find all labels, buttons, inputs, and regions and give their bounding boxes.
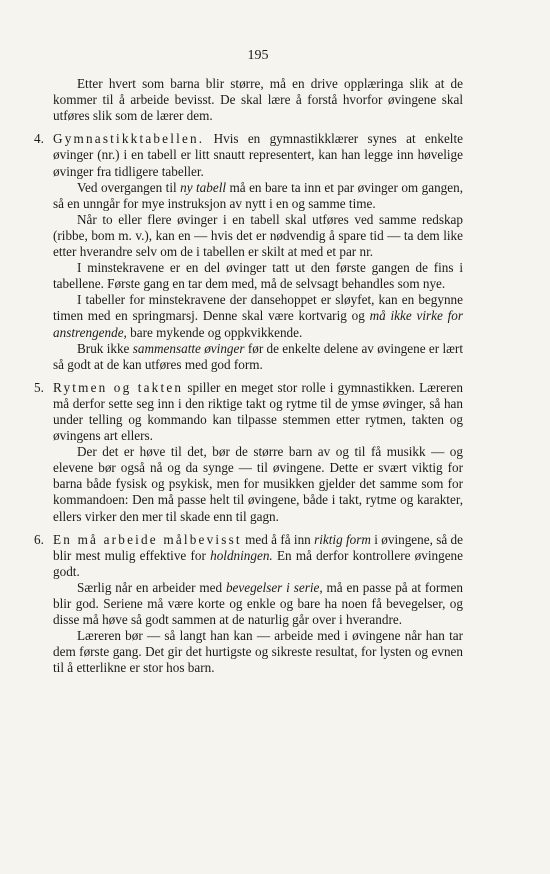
section-4-paragraph-3: Når to eller flere øvinger i en tabell skal utføres ved samme redskap (ribbe, bom m. v.), kan en — hvis det er nødvendig å spare tid — ta dem like etter hverandre selv om de i tabellen er skilt at med et par nr. (53, 211, 463, 260)
section-6-number: 6. (34, 531, 44, 547)
section-4-paragraph-6 (53, 341, 463, 373)
section-4-paragraph-4: I minstekravene er en del øvinger tatt ut den første gangen de fins i tabellene. Første gang en tar dem med, må de selvsagt behandles som nye. (53, 260, 463, 292)
section-6-text-1a: med å få inn (241, 531, 315, 547)
section-6-paragraph-1 (53, 532, 463, 580)
section-4-text-5a: I tabeller for minstekravene der dansehoppet er sløyfet, kan en begynne timen med en springmarsj. Denne skal være kortvarig og (53, 292, 463, 324)
section-4-heading: Gymnastikktabellen. (53, 131, 205, 147)
section-6-paragraph-3: Læreren bør — så langt han kan — arbeide med i øvingene når han tar dem første gang. Det gir det hurtigste og sikreste resultat, for lysten og evnen til å etterlikne er stor hos barn. (53, 628, 463, 676)
section-6-text-2b: må en passe på at formen blir god. Seriene må være korte og enkle og bare ha noen få bevegelser, og disse må høve så godt sammen at de naturlig går over i hverandre. (53, 579, 463, 628)
section-4-emphasis-2: ny tabell (180, 179, 227, 195)
section-6-text-1b: i øvingene, så de blir mest mulig effektive for (53, 531, 464, 563)
section-4-text-2b: må en bare ta inn et par øvinger om gangen, så en unngår for mye instruksjon av nytt i en og samme time. (53, 179, 464, 211)
section-5-paragraph-2: Der det er høve til det, bør de større barn av og til få musikk — og elevene bør også nå og da synge — til øvingene. Dette er svært viktig for barna både fysisk og psykisk, men for musikken gjelder det samme som for kommandoen: Den må passe helt til øvingene, både i takt, rytme og karakter, ellers virker den mer til skade enn til gagn. (53, 444, 463, 524)
section-4-text-6a: Bruk ikke (77, 340, 133, 356)
page-number: 195 (247, 48, 269, 63)
page-content (34, 48, 464, 676)
section-6-emphasis-1a: riktig form (314, 531, 371, 547)
section-4-paragraph-5 (53, 292, 463, 340)
section-4-emphasis-6: sammensatte øvinger (132, 340, 245, 356)
section-6-text-2a: Særlig når en arbeider med (77, 579, 226, 595)
section-4-text-6b: før de enkelte delene av øvingene er lært så godt at de kan utføres med god form. (53, 340, 463, 372)
section-5-text-1: spiller en meget stor rolle i gymnastikken. Læreren må derfor sette seg inn i den riktige takt og rytme til de ymse øvinger, så han under telling og kommando kan tilpasse stemmen etter rytmen, takten og øvingens art ellers. (53, 379, 463, 444)
section-4-text-2a: Ved overgangen til (77, 179, 181, 195)
section-6-text-1c: En må derfor kontrollere øvingene godt. (53, 547, 463, 579)
section-5 (34, 379, 463, 525)
section-6 (34, 531, 464, 677)
section-6-heading: En må arbeide målbevisst (53, 531, 242, 547)
section-4 (34, 131, 464, 372)
section-6-emphasis-1b: holdningen. (210, 547, 273, 563)
section-4-paragraph-1 (53, 131, 463, 179)
section-6-emphasis-2: bevegelser i serie, (225, 579, 323, 595)
section-4-paragraph-2 (53, 180, 463, 212)
section-4-text-5b: bare mykende og oppkvikkende. (126, 324, 303, 340)
intro-paragraph: Etter hvert som barna blir større, må en drive opplæringa slik at de kommer til å arbeide bevisst. De skal lære å forstå hvorfor øvingene skal utføres slik som de lærer dem. (53, 76, 463, 124)
section-5-number: 5. (34, 379, 44, 395)
section-5-paragraph-1 (53, 380, 463, 444)
section-4-text-1: Hvis en gymnastikklærer synes at enkelte øvinger (nr.) i en tabell er litt snautt representert, kan han legge inn høvelige øvinger fra tidligere tabeller. (53, 131, 463, 179)
section-4-number: 4. (34, 131, 44, 147)
section-6-paragraph-2 (53, 580, 463, 628)
section-4-emphasis-5: må ikke virke for anstrengende, (53, 308, 463, 340)
section-5-heading: Rytmen og takten (53, 379, 184, 395)
